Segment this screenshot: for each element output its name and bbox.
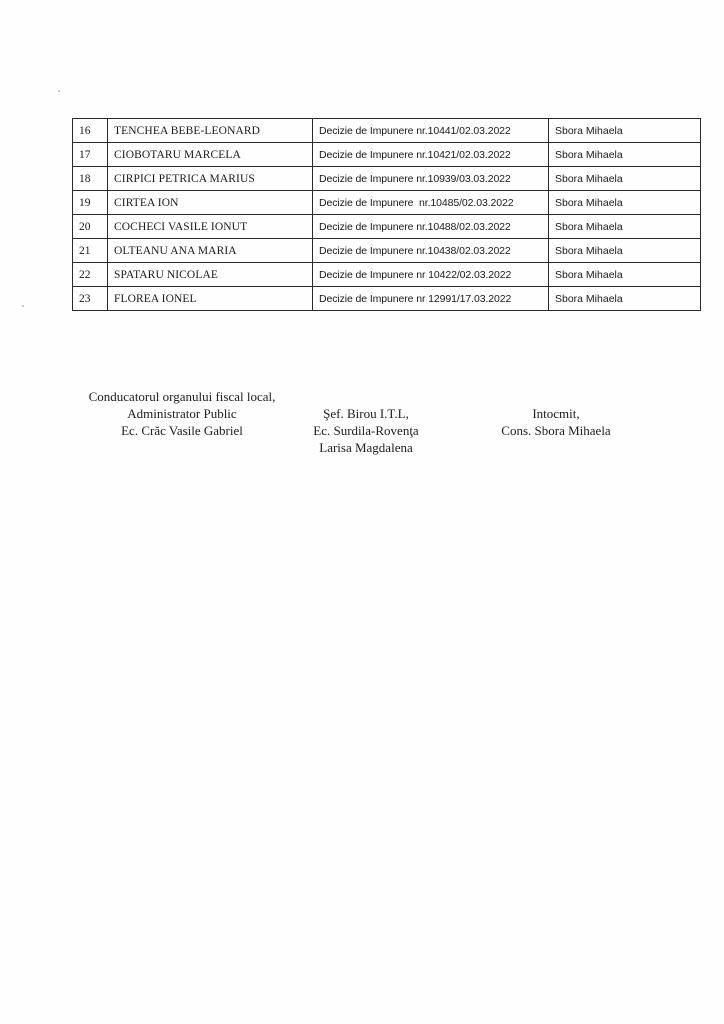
row-number: 20 <box>73 215 108 239</box>
taxpayer-name: TENCHEA BEBE-LEONARD <box>108 119 313 143</box>
scan-speck <box>22 305 24 307</box>
decision-reference: Decizie de Impunere nr.10441/02.03.2022 <box>313 119 549 143</box>
responsible-person: Sbora Mihaela <box>549 239 701 263</box>
signature-title: Administrator Public <box>127 406 237 421</box>
signature-name: Ec. Surdila-Rovenţa <box>313 423 419 438</box>
row-number: 21 <box>73 239 108 263</box>
signature-role: Intocmit, <box>532 406 580 421</box>
row-number: 17 <box>73 143 108 167</box>
decision-reference: Decizie de Impunere nr.10939/03.03.2022 <box>313 167 549 191</box>
taxpayer-name: SPATARU NICOLAE <box>108 263 313 287</box>
decisions-table-body <box>73 119 701 311</box>
taxpayer-name: FLOREA IONEL <box>108 287 313 311</box>
responsible-person: Sbora Mihaela <box>549 167 701 191</box>
decisions-table <box>72 118 701 311</box>
decision-reference: Decizie de Impunere nr.10438/02.03.2022 <box>313 239 549 263</box>
signature-block-head-of-fiscal-body <box>66 388 298 439</box>
signature-role: Şef. Birou I.T.L, <box>323 406 409 421</box>
table-row <box>73 167 701 191</box>
decision-reference: Decizie de Impunere nr.10485/02.03.2022 <box>313 191 549 215</box>
table-row <box>73 143 701 167</box>
responsible-person: Sbora Mihaela <box>549 287 701 311</box>
row-number: 18 <box>73 167 108 191</box>
row-number: 19 <box>73 191 108 215</box>
responsible-person: Sbora Mihaela <box>549 119 701 143</box>
table-row <box>73 263 701 287</box>
taxpayer-name: CIOBOTARU MARCELA <box>108 143 313 167</box>
responsible-person: Sbora Mihaela <box>549 215 701 239</box>
decision-reference: Decizie de Impunere nr.10488/02.03.2022 <box>313 215 549 239</box>
table-row <box>73 119 701 143</box>
taxpayer-name: OLTEANU ANA MARIA <box>108 239 313 263</box>
taxpayer-name: COCHECI VASILE IONUT <box>108 215 313 239</box>
scan-speck <box>58 90 60 92</box>
decision-reference: Decizie de Impunere nr.10421/02.03.2022 <box>313 143 549 167</box>
row-number: 22 <box>73 263 108 287</box>
row-number: 16 <box>73 119 108 143</box>
signature-name: Cons. Sbora Mihaela <box>501 423 611 438</box>
table-row <box>73 215 701 239</box>
table-row <box>73 287 701 311</box>
table-row <box>73 239 701 263</box>
signature-block-prepared-by <box>470 405 642 439</box>
signature-name: Ec. Crăc Vasile Gabriel <box>121 423 243 438</box>
taxpayer-name: CIRPICI PETRICA MARIUS <box>108 167 313 191</box>
decision-reference: Decizie de Impunere nr 12991/17.03.2022 <box>313 287 549 311</box>
taxpayer-name: CIRTEA ION <box>108 191 313 215</box>
signature-block-office-head <box>280 405 452 456</box>
decision-reference: Decizie de Impunere nr 10422/02.03.2022 <box>313 263 549 287</box>
row-number: 23 <box>73 287 108 311</box>
table-row <box>73 191 701 215</box>
responsible-person: Sbora Mihaela <box>549 191 701 215</box>
responsible-person: Sbora Mihaela <box>549 263 701 287</box>
signature-name-continued: Larisa Magdalena <box>319 440 413 455</box>
responsible-person: Sbora Mihaela <box>549 143 701 167</box>
signature-role: Conducatorul organului fiscal local, <box>88 389 276 404</box>
